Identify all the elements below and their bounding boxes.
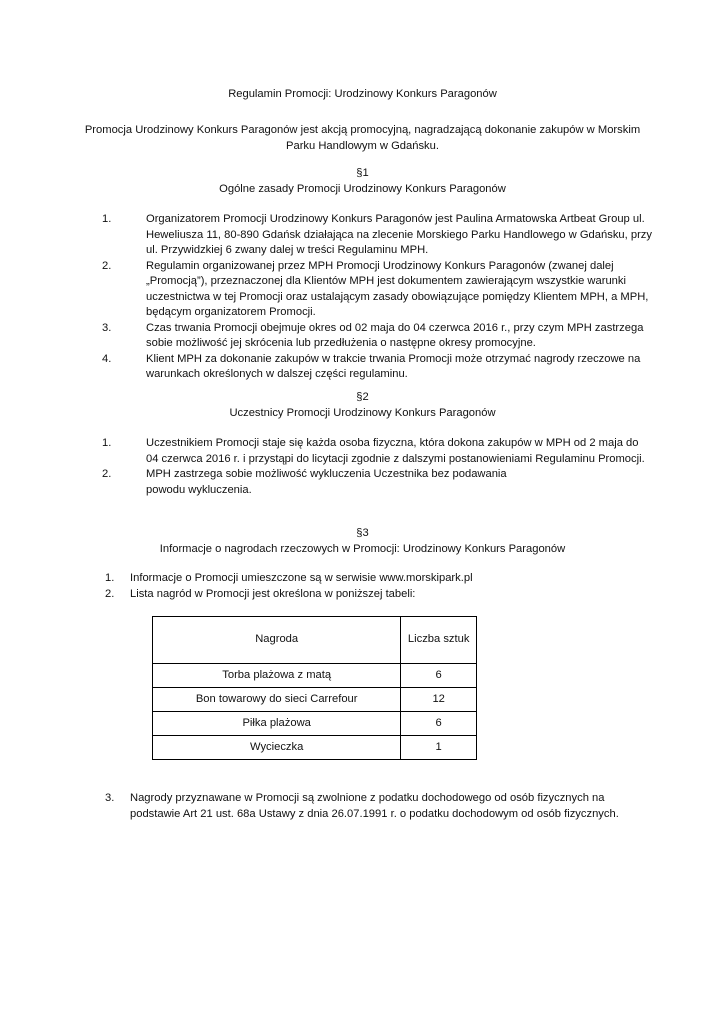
list-item-text: Informacje o Promocji umieszczone są w serwisie www.morskipark.pl (130, 572, 473, 584)
list-item-text: Uczestnikiem Promocji staje się każda osoba fizyczna, która dokona zakupów w MPH od 2 maja do 04 czerwca 2016 r. i przystąpi do licytacji zgodnie z dalszymi postanowieniami Regulaminu Promocji. (146, 437, 645, 465)
list-item: 4. Klient MPH za dokonanie zakupów w trakcie trwania Promocji może otrzymać nagrody rzeczowe na warunkach określonych w dalszej części regulaminu. (102, 352, 641, 380)
section-2-list (92, 436, 652, 498)
prize-name-cell: Piłka plażowa (153, 712, 401, 736)
prizes-table (152, 616, 477, 760)
section-1-number: §1 (356, 167, 369, 179)
list-item: 2. Lista nagród w Promocji jest określona w poniższej tabeli: (105, 587, 416, 600)
column-header-prize: Nagroda (153, 617, 401, 664)
list-item: 3. Nagrody przyznawane w Promocji są zwolnione z podatku dochodowego od osób fizycznych na podstawie Art 21 ust. 68a Ustawy z dnia 26.07.1991 r. o podatku dochodowym od osób fizycznych. (105, 792, 619, 820)
prize-name-cell: Torba plażowa z matą (153, 664, 401, 688)
prize-name-cell: Wycieczka (153, 736, 401, 760)
section-3-heading: Informacje o nagrodach rzeczowych w Promocji: Urodzinowy Konkurs Paragonów (159, 543, 566, 555)
prize-quantity-cell: 1 (401, 736, 477, 760)
list-item: 2. Regulamin organizowanej przez MPH Promocji Urodzinowy Konkurs Paragonów (zwanej dalej „Promocją”), przeznaczonej dla Klientów MPH jest dokumentem zawierającym wszystkie warunki uczestnictwa w tej Promocji oraz ustalającym zasady obowiązujące pomiędzy Klientem MPH, a MPH, będącym organizatorem Promocji. (102, 259, 649, 318)
list-item-text: Nagrody przyznawane w Promocji są zwolnione z podatku dochodowego od osób fizycznych na podstawie Art 21 ust. 68a Ustawy z dnia 26.07.1991 r. o podatku dochodowym od osób fizycznych. (130, 792, 619, 820)
section-3-number: §3 (356, 527, 369, 539)
list-item-text: Regulamin organizowanej przez MPH Promocji Urodzinowy Konkurs Paragonów (zwanej dalej „Promocją”), przeznaczonej dla Klientów MPH jest dokumentem zawierającym wszystkie warunki uczestnictwa w tej Promocji oraz ustalającym zasady obowiązujące pomiędzy Klientem MPH, a MPH, będącym organizatorem Promocji. (146, 259, 649, 318)
list-item-text: Klient MPH za dokonanie zakupów w trakcie trwania Promocji może otrzymać nagrody rzeczowe na warunkach określonych w dalszej części regulaminu. (146, 352, 641, 380)
section-3-list-continued (100, 791, 625, 822)
list-item: 1. Organizatorem Promocji Urodzinowy Konkurs Paragonów jest Paulina Armatowska Artbeat Group ul. Heweliusza 11, 80-890 Gdańsk działająca na zlecenie Morskiego Parku Handlowego w Gdańsku, przy ul. Przywidzkiej 6 zwany dalej w treści Regulaminu MPH. (102, 213, 652, 256)
list-item: 2. MPH zastrzega sobie możliwość wykluczenia Uczestnika bez podawania powodu wykluczenia. (102, 468, 507, 496)
prize-quantity-cell: 6 (401, 664, 477, 688)
section-2-heading: Uczestnicy Promocji Urodzinowy Konkurs Paragonów (229, 407, 496, 419)
section-2-number: §2 (356, 391, 369, 403)
list-item-text: Lista nagród w Promocji jest określona w poniższej tabeli: (130, 587, 416, 600)
prize-name-cell: Bon towarowy do sieci Carrefour (153, 688, 401, 712)
table-row (153, 712, 477, 736)
list-item-text: Czas trwania Promocji obejmuje okres od 02 maja do 04 czerwca 2016 r., przy czym MPH zastrzega sobie możliwość jej skrócenia lub przedłużenia o następne okresy promocyjne. (146, 321, 644, 349)
prize-quantity-cell: 12 (401, 688, 477, 712)
table-header-row (153, 617, 477, 664)
intro-paragraph: Promocja Urodzinowy Konkurs Paragonów jest akcją promocyjną, nagradzającą dokonanie zakupów w Morskim Parku Handlowym w Gdańsku. (84, 124, 641, 152)
list-item-text: MPH zastrzega sobie możliwość wykluczenia Uczestnika bez podawania powodu wykluczenia. (146, 468, 507, 496)
list-item: 3. Czas trwania Promocji obejmuje okres od 02 maja do 04 czerwca 2016 r., przy czym MPH zastrzega sobie możliwość jej skrócenia lub przedłużenia o następne okresy promocyjne. (102, 321, 644, 349)
section-1-heading: Ogólne zasady Promocji Urodzinowy Konkurs Paragonów (219, 183, 506, 195)
section-3-list (100, 571, 640, 602)
prize-quantity-cell: 6 (401, 712, 477, 736)
table-row (153, 664, 477, 688)
list-item-text: Organizatorem Promocji Urodzinowy Konkurs Paragonów jest Paulina Armatowska Artbeat Group ul. Heweliusza 11, 80-890 Gdańsk działająca na zlecenie Morskiego Parku Handlowego w Gdańsku, przy ul. Przywidzkiej 6 zwany dalej w treści Regulaminu MPH. (146, 213, 652, 256)
list-item: 1. Informacje o Promocji umieszczone są w serwisie www.morskipark.pl (105, 572, 473, 584)
document-title: Regulamin Promocji: Urodzinowy Konkurs Paragonów (228, 88, 497, 100)
list-item: 1. Uczestnikiem Promocji staje się każda osoba fizyczna, która dokona zakupów w MPH od 2 maja do 04 czerwca 2016 r. i przystąpi do licytacji zgodnie z dalszymi postanowieniami Regulaminu Promocji. (102, 437, 645, 465)
table-row (153, 736, 477, 760)
column-header-quantity: Liczba sztuk (401, 617, 477, 664)
section-1-list (92, 212, 652, 383)
table-row (153, 688, 477, 712)
